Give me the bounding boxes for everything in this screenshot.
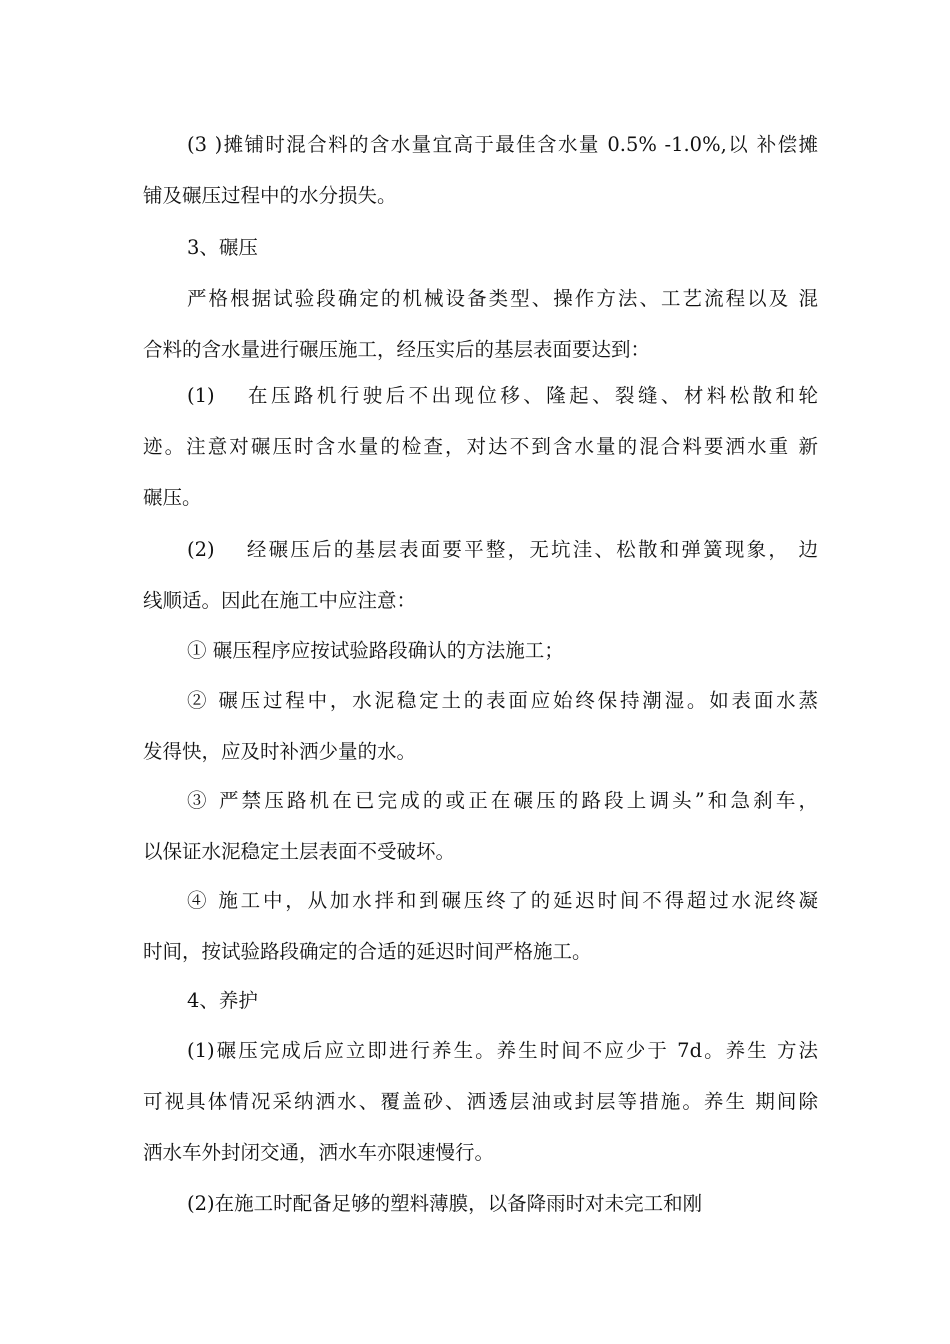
text-line: (3 )摊铺时混合料的含水量宜高于最佳含水量 0.5% -1.0%,以 补偿摊 — [187, 133, 818, 156]
text-line: 严格根据试验段确定的机械设备类型、操作方法、工艺流程以及 混 — [187, 287, 818, 310]
text-line: 碾压。 — [143, 486, 202, 509]
paragraph-mix-water-content — [143, 119, 818, 221]
section-heading-rolling — [143, 222, 818, 273]
paragraph-rolling-intro — [143, 273, 818, 375]
paragraph-curing-1 — [143, 1025, 818, 1178]
paragraph-note-3 — [143, 775, 818, 877]
paragraph-curing-2 — [143, 1178, 818, 1229]
text-line — [143, 524, 818, 575]
text-line: (1)碾压完成后应立即进行养生。养生时间不应少于 7d。养生 方法 — [187, 1039, 818, 1062]
text-line: 洒水车外封闭交通，洒水车亦限速慢行。 — [143, 1141, 495, 1164]
text-line: ① 碾压程序应按试验路段确认的方法施工； — [187, 639, 564, 662]
text-line: 以保证水泥稳定土层表面不受破坏。 — [143, 840, 456, 863]
text-line: 合料的含水量进行碾压施工，经压实后的基层表面要达到： — [143, 338, 651, 361]
text-line: (2)在施工时配备足够的塑料薄膜，以备降雨时对未完工和刚 — [187, 1192, 703, 1215]
text-line: 线顺适。因此在施工中应注意： — [143, 589, 417, 612]
section-heading-curing — [143, 975, 818, 1026]
item-label: (2) — [187, 538, 215, 561]
text-line: 发得快，应及时补洒少量的水。 — [143, 740, 417, 763]
item-text: 经碾压后的基层表面要平整，无坑洼、松散和弹簧现象， 边 — [244, 538, 818, 561]
text-line: 可视具体情况采纳洒水、覆盖砂、洒透层油或封层等措施。养生 期间除 — [143, 1090, 818, 1113]
item-label: (1) — [187, 384, 215, 407]
text-line: 4、养护 — [187, 989, 258, 1012]
paragraph-item-2 — [143, 524, 818, 626]
text-line: 时间，按试验路段确定的合适的延迟时间严格施工。 — [143, 940, 592, 963]
text-line: ③ 严禁压路机在已完成的或正在碾压的路段上调头”和急刹车， — [187, 789, 818, 812]
paragraph-note-2 — [143, 675, 818, 777]
text-line — [143, 370, 818, 421]
text-line: 3、碾压 — [187, 236, 258, 259]
text-line: ② 碾压过程中，水泥稳定土的表面应始终保持潮湿。如表面水蒸 — [187, 689, 818, 712]
item-text: 在压路机行驶后不出现位移、隆起、裂缝、材料松散和轮 — [244, 384, 818, 407]
text-line: 迹。注意对碾压时含水量的检查，对达不到含水量的混合料要洒水重 新 — [143, 435, 818, 458]
text-line: 铺及碾压过程中的水分损失。 — [143, 184, 397, 207]
paragraph-note-1 — [143, 625, 818, 676]
paragraph-note-4 — [143, 875, 818, 977]
text-line: ④ 施工中，从加水拌和到碾压终了的延迟时间不得超过水泥终凝 — [187, 889, 818, 912]
paragraph-item-1 — [143, 370, 818, 523]
